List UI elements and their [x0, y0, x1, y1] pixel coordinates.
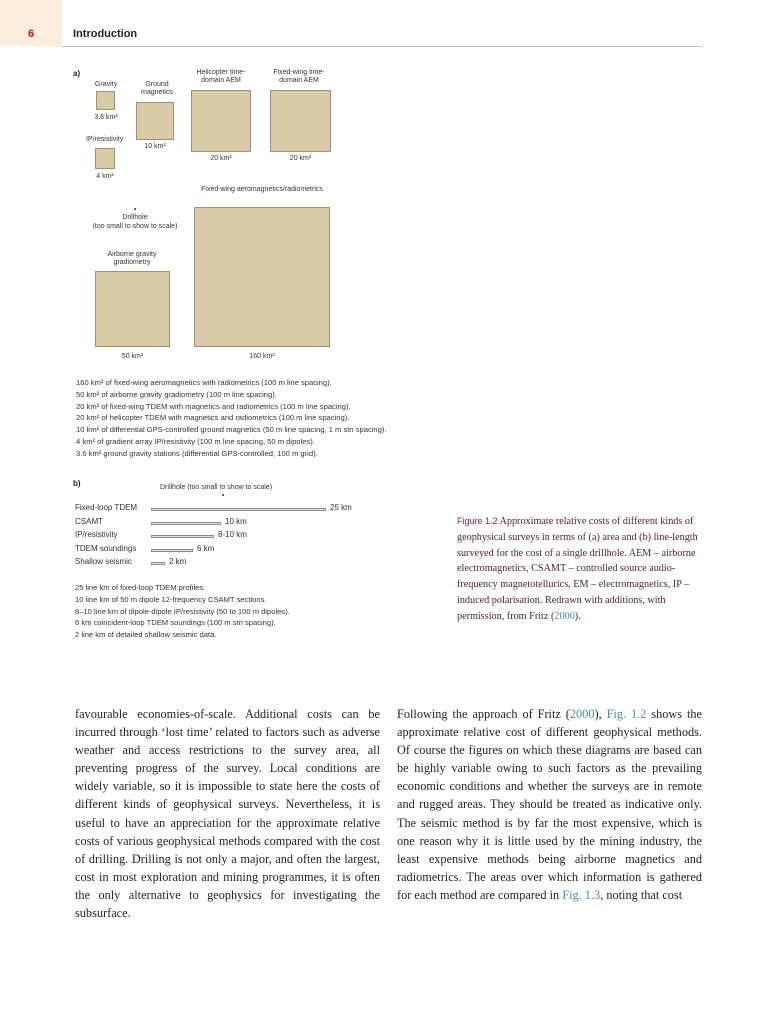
panel-b-label: b)	[73, 479, 81, 488]
bar-method-label: TDEM soundings	[75, 543, 137, 553]
legend-a-line: 20 km² of helicopter TDEM with magnetics and radiometrics (100 m line spacing).	[76, 413, 350, 423]
bar-value-label: 6 km	[197, 543, 215, 553]
legend-a-line: 20 km² of fixed-wing TDEM with magnetics and radiometrics (100 m line spacing).	[76, 401, 351, 411]
fixedwing-aem-title: Fixed-wing time-domain AEM	[273, 69, 325, 84]
running-title: Introduction	[73, 28, 138, 40]
body-text: ),	[594, 707, 607, 721]
bar-method-label: Fixed-loop TDEM	[75, 503, 138, 512]
line-length-bar	[151, 508, 326, 511]
figure-ref-link[interactable]: Fig. 1.2	[606, 707, 647, 721]
legend-a-line: 3.6 km² ground gravity stations (differential GPS-controlled, 100 m grid).	[76, 448, 318, 458]
bar-method-label: IP/resistivity	[75, 530, 118, 540]
helicopter-aem-area-square	[191, 90, 251, 152]
airborne-gravity-area-label: 50 km²	[121, 353, 144, 360]
body-right-column	[397, 705, 702, 904]
bar-value-label: 10 km	[225, 516, 247, 526]
ip-resistivity-title: IP/resistivity	[86, 136, 124, 143]
caption-citation-link[interactable]: 2000	[554, 610, 575, 622]
bar-value-label: 2 km	[169, 557, 187, 567]
bar-value-label: 8-10 km	[218, 530, 247, 540]
fixedwing-aem-area-square	[270, 90, 331, 152]
ground-magnetics-area-label: 10 km²	[144, 143, 166, 150]
fixedwing-mag-area-square	[194, 207, 330, 347]
drillhole-dot-b	[222, 494, 224, 496]
panel-b-legend	[75, 582, 290, 641]
gravity-title: Gravity	[94, 81, 118, 88]
figure-caption	[457, 514, 707, 625]
gravity-area-label: 3.6 km²	[94, 114, 118, 121]
line-length-bar	[151, 562, 165, 565]
caption-text-1: Approximate relative costs of different kinds of geophysical surveys in terms of (a) area and (b) line-length surveyed for the cost of a single drillhole. AEM – airborne electromagnetics, CSAMT – controlled source audio-frequency magnetotellurics, EM – electromagnetics, IP – induced polarisation. Redrawn with additions, with permission, from Fritz (	[457, 516, 698, 622]
legend-b-line: 6 km coincident-loop TDEM soundings (100 m stn spacing).	[75, 618, 276, 628]
helicopter-aem-area-label: 20 km²	[210, 155, 232, 162]
bar-method-label: CSAMT	[75, 516, 103, 526]
header-rule	[62, 46, 702, 47]
helicopter-aem-title: Helicopter time-domain AEM	[196, 69, 246, 84]
citation-link[interactable]: 2000	[569, 707, 595, 721]
fixedwing-mag-area-label: 160 km²	[249, 353, 275, 360]
fixedwing-mag-title: Fixed-wing aeromagnetics/radiometrics	[201, 186, 323, 193]
line-length-bar	[151, 535, 214, 538]
body-text: shows the approximate relative cost of different geophysical methods. Of course the figures on which these diagrams are based can be highly variable owing to such factors as the prevailing economic conditions and whether the surveys are in remote and rugged areas. They should be treated as indicative only. The seismic method is by far the most expensive, which is one reason why it is little used by the mining industry, the least expensive methods being airborne magnetics and radiometrics. The areas over which information is gathered for each method are compared in	[397, 707, 702, 902]
legend-a-line: 10 km² of differential GPS-controlled ground magnetics (50 m line spacing, 1 m stn spacing).	[76, 425, 387, 435]
gravity-area-square	[96, 91, 115, 110]
body-left-column: favourable economies-of-scale. Additional costs can be incurred through ‘lost time’ related to factors such as adverse weather and access restrictions to the survey area, all preventing progress of the survey. Local conditions are widely variable, so it is impossible to state here the costs of different kinds of geophysical surveys. Nevertheless, it is useful to have an appreciation for the approximate relative costs of various geophysical methods compared with the cost of drilling. Drilling is not only a major, and often the largest, cost in most exploration and mining programmes, it is often the only alternative to geophysics for investigating the subsurface.	[75, 707, 380, 921]
ground-magnetics-title: Ground magnetics	[141, 81, 173, 96]
legend-b-line: 8–10 line km of dipole-dipole IP/resistivity (50 to 100 m dipoles).	[75, 606, 290, 616]
drillhole-note: (too small to show to scale)	[92, 223, 178, 230]
drillhole-title: Drillhole	[122, 214, 148, 221]
body-text: , noting that cost	[600, 887, 683, 902]
body-text: Following the approach of Fritz (	[397, 707, 570, 721]
figure-ref-link[interactable]: Fig. 1.3	[562, 887, 601, 902]
ground-magnetics-area-square	[136, 102, 174, 140]
panel-a-label: a)	[73, 69, 81, 78]
legend-a-line: 50 km² of airborne gravity gradiometry (100 m line spacing).	[76, 389, 277, 399]
fixedwing-aem-area-label: 20 km²	[289, 155, 312, 162]
drillhole-note-b: Drillhole (too small to show to scale)	[160, 484, 273, 491]
drillhole-dot	[134, 208, 136, 210]
ip-resistivity-area-square	[95, 148, 115, 169]
line-length-bar	[151, 522, 221, 525]
legend-b-line: 10 line km of 50 m dipole 12-frequency CSAMT sections.	[75, 594, 267, 604]
bar-method-label: Shallow seismic	[75, 557, 132, 567]
legend-b-line: 25 line km of fixed-loop TDEM profiles.	[75, 583, 206, 592]
bar-value-label: 25 km	[330, 503, 352, 512]
ip-resistivity-area-label: 4 km²	[96, 173, 114, 180]
airborne-gravity-title: Airborne gravity gradiometry	[107, 251, 157, 266]
airborne-gravity-area-square	[95, 271, 170, 347]
legend-b-line: 2 line km of detailed shallow seismic data.	[75, 630, 217, 640]
legend-a-line: 4 km² of gradient array IP/resistivity (100 m line spacing, 50 m dipoles).	[76, 436, 315, 446]
caption-text-2: ).	[574, 610, 581, 622]
legend-a-line: 160 km² of fixed-wing aeromagnetics with radiometrics (100 m line spacing).	[76, 378, 332, 387]
caption-label: Figure 1.2	[457, 516, 498, 526]
panel-a-legend	[76, 377, 387, 460]
page-number: 6	[27, 28, 35, 40]
line-length-bar	[151, 549, 193, 552]
